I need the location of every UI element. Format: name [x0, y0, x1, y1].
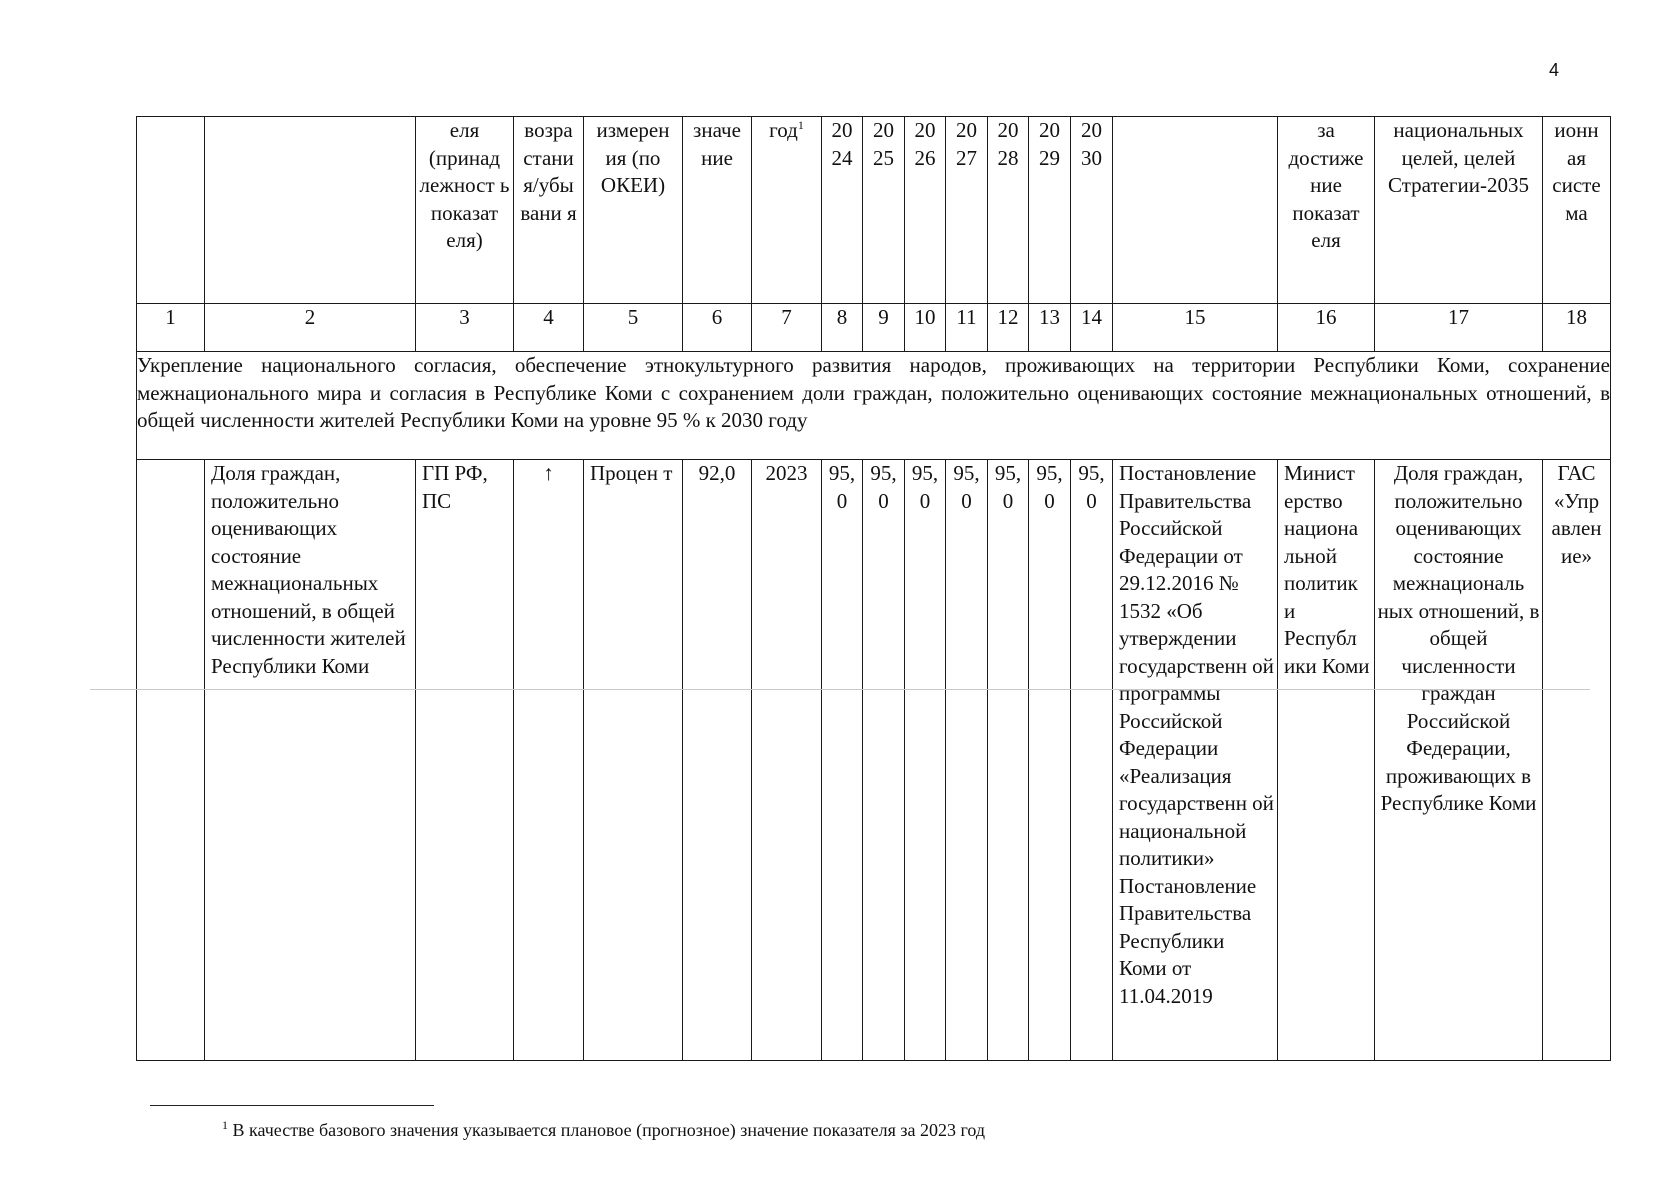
row-number-cell	[137, 460, 205, 1061]
column-number: 18	[1543, 304, 1611, 352]
section-row	[137, 352, 1611, 460]
column-number-row	[137, 304, 1611, 352]
base-value: 92,0	[683, 460, 752, 1061]
footnote	[222, 1118, 985, 1141]
target-value-2027: 95, 0	[946, 460, 988, 1061]
target-value-2028: 95, 0	[988, 460, 1029, 1061]
indicator-level: ГП РФ, ПС	[416, 460, 514, 1061]
target-value-2025: 95, 0	[863, 460, 905, 1061]
header-cell-15	[1113, 117, 1278, 304]
column-number: 6	[683, 304, 752, 352]
base-year: 2023	[752, 460, 822, 1061]
target-value-2026: 95, 0	[905, 460, 946, 1061]
header-year-2026: 20 26	[905, 117, 946, 304]
header-year-2024: 20 24	[822, 117, 863, 304]
legal-documents: Постановление Правительства Российской Федерации от 29.12.2016 № 1532 «Об утверждении государственн ой программы Российской Федерации «Реализация государственн ой национальной политики» Постановление Правительства Республики Коми от 11.04.2019	[1113, 460, 1278, 1061]
header-cell-17: национальных целей, целей Стратегии-2035	[1375, 117, 1543, 304]
national-goal-indicator: Доля граждан, положительно оценивающих состояние межнациональ ных отношений, в общей численности граждан Российской Федерации, проживающих в Республике Коми	[1375, 460, 1543, 1061]
header-cell-1	[137, 117, 205, 304]
direction-arrow: ↑	[514, 460, 584, 1061]
column-number: 13	[1029, 304, 1071, 352]
footnote-text: В качестве базового значения указывается плановое (прогнозное) значение показателя за 2023 год	[228, 1120, 986, 1140]
target-value-2029: 95, 0	[1029, 460, 1071, 1061]
page-number: 4	[1549, 60, 1560, 80]
header-year-label: год	[769, 118, 798, 142]
header-year-2030: 20 30	[1071, 117, 1113, 304]
responsible-body: Минист ерство национа льной политик и Республ ики Коми	[1278, 460, 1375, 1061]
header-year-2028: 20 28	[988, 117, 1029, 304]
column-number: 7	[752, 304, 822, 352]
header-cell-6: значе ние	[683, 117, 752, 304]
header-cell-5: измерен ия (по ОКЕИ)	[584, 117, 683, 304]
header-cell-7	[752, 117, 822, 304]
section-title: Укрепление национального согласия, обеспечение этнокультурного развития народов, проживающих на территории Республики Коми, сохранение межнационального мира и согласия в Республике Коми с сохранением доли граждан, положительно оценивающих состояние межнациональных отношений, в общей численности жителей Республики Коми на уровне 95 % к 2030 году	[137, 352, 1611, 460]
column-number: 16	[1278, 304, 1375, 352]
header-cell-2	[205, 117, 416, 304]
column-number: 3	[416, 304, 514, 352]
header-cell-16: за достиже ние показат еля	[1278, 117, 1375, 304]
header-cell-18: ионн ая систе ма	[1543, 117, 1611, 304]
footnote-ref-mark: 1	[797, 118, 804, 132]
column-number: 9	[863, 304, 905, 352]
column-number: 2	[205, 304, 416, 352]
column-number: 8	[822, 304, 863, 352]
target-value-2030: 95, 0	[1071, 460, 1113, 1061]
column-number: 10	[905, 304, 946, 352]
target-value-2024: 95, 0	[822, 460, 863, 1061]
column-number: 11	[946, 304, 988, 352]
footnote-separator	[150, 1105, 434, 1106]
header-year-2027: 20 27	[946, 117, 988, 304]
scan-artifact-line	[90, 689, 1590, 690]
unit-of-measure: Процен т	[584, 460, 683, 1061]
information-system: ГАС «Упр авлен ие»	[1543, 460, 1611, 1061]
indicators-table	[136, 116, 1611, 1061]
indicator-name: Доля граждан, положительно оценивающих состояние межнациональных отношений, в общей численности жителей Республики Коми	[205, 460, 416, 1061]
column-number: 14	[1071, 304, 1113, 352]
header-cell-4: возра стани я/убы вани я	[514, 117, 584, 304]
column-number: 15	[1113, 304, 1278, 352]
table-row	[137, 460, 1611, 1061]
header-row	[137, 117, 1611, 304]
footnote-mark: 1	[222, 1118, 228, 1132]
column-number: 17	[1375, 304, 1543, 352]
column-number: 1	[137, 304, 205, 352]
header-cell-3: еля (принад лежност ь показат еля)	[416, 117, 514, 304]
header-year-2025: 20 25	[863, 117, 905, 304]
column-number: 12	[988, 304, 1029, 352]
column-number: 4	[514, 304, 584, 352]
column-number: 5	[584, 304, 683, 352]
header-year-2029: 20 29	[1029, 117, 1071, 304]
